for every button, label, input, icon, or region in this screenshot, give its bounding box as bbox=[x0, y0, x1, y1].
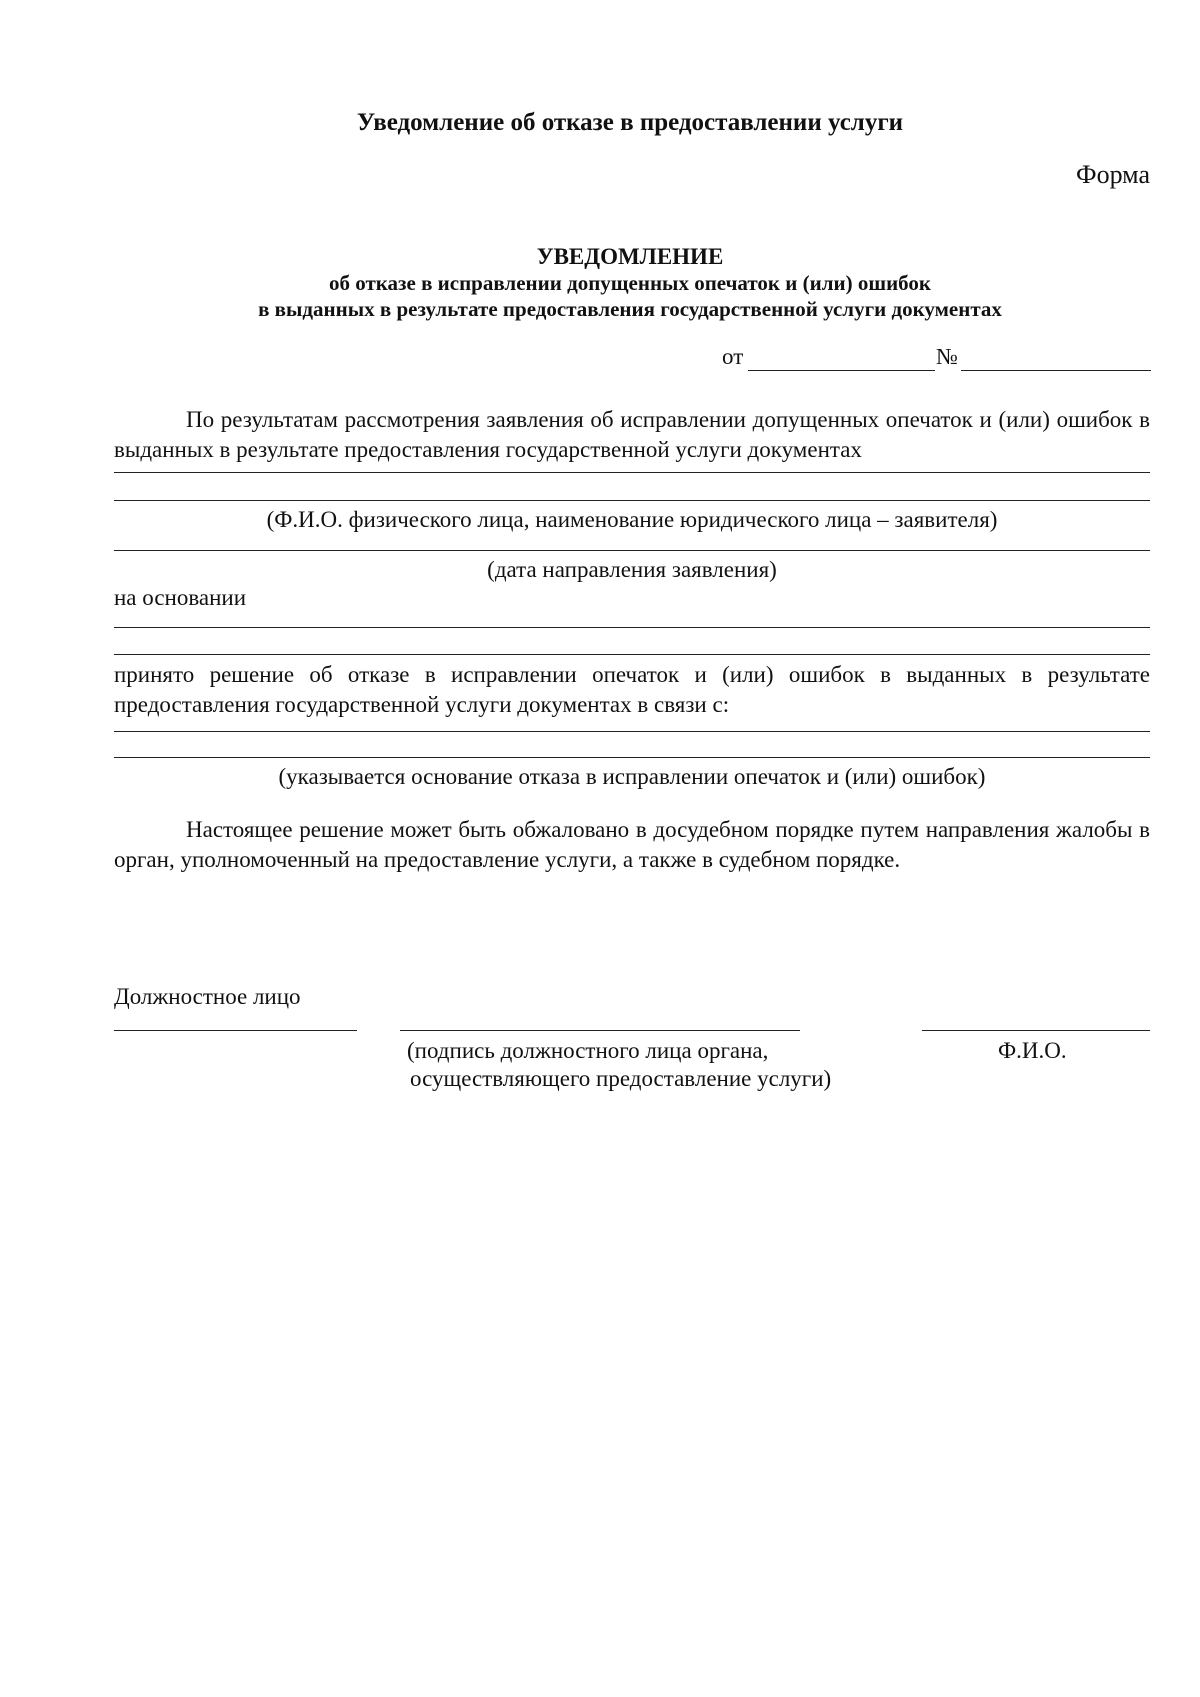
notice-subtitle-line1: об отказе в исправлении допущенных опечаток и (или) ошибок bbox=[328, 271, 931, 295]
date-sent-field-line[interactable] bbox=[114, 550, 1150, 551]
official-position-line[interactable] bbox=[114, 1030, 357, 1031]
reason-field-line-2[interactable] bbox=[114, 757, 1150, 758]
reason-field-line-1[interactable] bbox=[114, 731, 1150, 732]
form-label: Форма bbox=[1076, 160, 1150, 189]
signature-line[interactable] bbox=[400, 1030, 800, 1031]
paragraph-review: По результатам рассмотрения заявления об исправлении допущенных опечаток и (или) ошибок в выданных в результате предоставления государственной услуги документах bbox=[114, 407, 1150, 462]
basis-label: на основании bbox=[114, 585, 247, 610]
number-field-line[interactable] bbox=[961, 370, 1151, 371]
applicant-field-line-2[interactable] bbox=[114, 500, 1150, 501]
notice-subtitle-line2: в выданных в результате предоставления государственной услуги документах bbox=[258, 297, 1002, 321]
document-heading: Уведомление об отказе в предоставлении услуги bbox=[356, 109, 904, 136]
paragraph-decision: принято решение об отказе в исправлении опечаток и (или) ошибок в выданных в результате предоставления государственной услуги документах в связи с: bbox=[114, 662, 1150, 717]
caption-date-sent: (дата направления заявления) bbox=[487, 557, 777, 582]
date-field-line[interactable] bbox=[748, 370, 935, 371]
applicant-field-line-1[interactable] bbox=[114, 472, 1150, 473]
caption-fio: Ф.И.О. bbox=[998, 1038, 1067, 1063]
basis-field-line-1[interactable] bbox=[114, 627, 1150, 628]
basis-field-line-2[interactable] bbox=[114, 654, 1150, 655]
official-label: Должностное лицо bbox=[114, 984, 301, 1009]
fio-line[interactable] bbox=[922, 1030, 1150, 1031]
notice-title: УВЕДОМЛЕНИЕ bbox=[536, 244, 724, 269]
paragraph-appeal: Настоящее решение может быть обжаловано в досудебном порядке путем направления жалобы в орган, уполномоченный на предоставление услуги, а также в судебном порядке. bbox=[114, 817, 1150, 872]
caption-reason: (указывается основание отказа в исправлении опечаток и (или) ошибок) bbox=[278, 764, 986, 789]
caption-signature-line2: осуществляющего предоставление услуги) bbox=[410, 1066, 832, 1091]
number-prefix: № bbox=[936, 344, 958, 369]
caption-signature-line1: (подпись должностного лица органа, bbox=[407, 1038, 769, 1063]
caption-applicant: (Ф.И.О. физического лица, наименование юридического лица – заявителя) bbox=[266, 507, 998, 532]
date-prefix: от bbox=[722, 344, 744, 369]
